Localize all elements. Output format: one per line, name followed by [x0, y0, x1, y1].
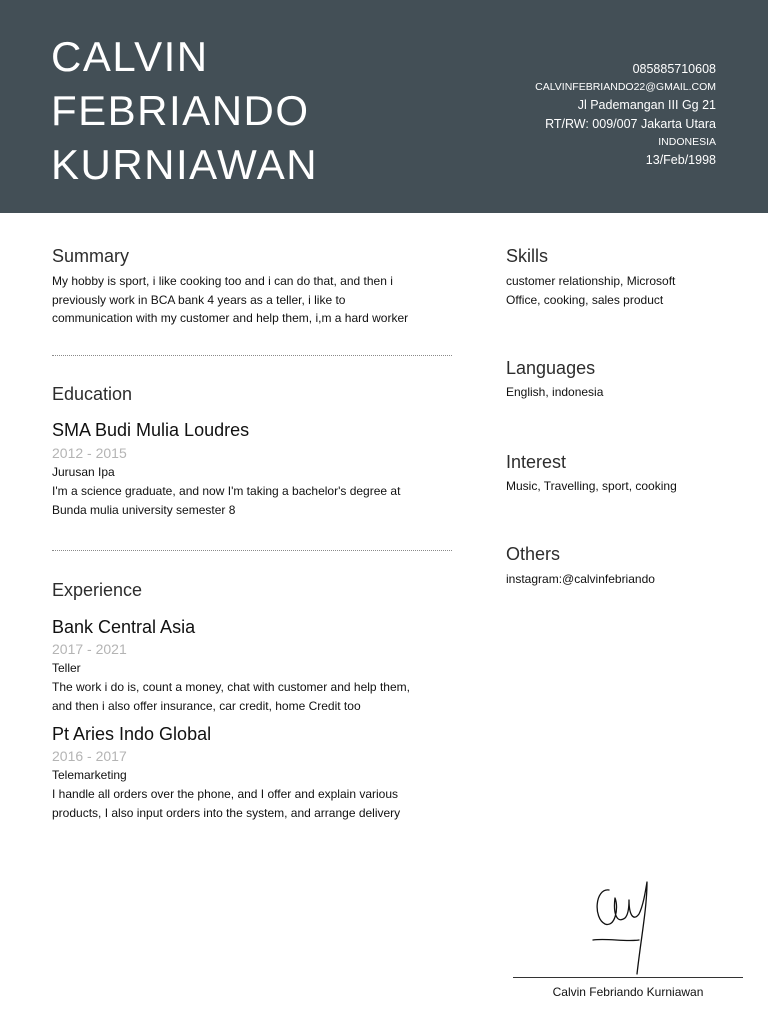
experience-years: 2017 - 2021 [52, 641, 127, 657]
experience-role: Telemarketing [52, 768, 127, 782]
interest-text: Music, Travelling, sport, cooking [506, 479, 677, 493]
experience-description [52, 678, 410, 715]
education-desc-line: I'm a science graduate, and now I'm taking a bachelor's degree at [52, 484, 401, 498]
summary-title: Summary [52, 246, 130, 266]
interest-title: Interest [506, 452, 567, 472]
skills-text [506, 272, 675, 309]
experience-company: Pt Aries Indo Global [52, 724, 212, 744]
email-address: CALVINFEBRIANDO22@GMAIL.COM [535, 81, 716, 94]
education-title: Education [52, 384, 133, 404]
phone-number: 085885710608 [632, 62, 716, 76]
country: INDONESIA [658, 135, 716, 148]
header-banner [0, 0, 768, 213]
summary-text [52, 272, 408, 328]
others-text: instagram:@calvinfebriando [506, 572, 655, 586]
experience-years: 2016 - 2017 [52, 748, 127, 764]
name-line-2: FEBRIANDO [51, 87, 310, 134]
signature-name: Calvin Febriando Kurniawan [552, 985, 704, 999]
education-description [52, 482, 400, 519]
experience-description [52, 785, 400, 822]
signature-image [585, 868, 685, 978]
full-name [51, 30, 318, 192]
experience-desc-line: I handle all orders over the phone, and I offer and explain various [52, 787, 399, 801]
address-line-1: Jl Pademangan III Gg 21 [577, 98, 716, 113]
skills-line: Office, cooking, sales product [506, 292, 664, 307]
name-line-3: KURNIAWAN [51, 141, 319, 188]
experience-desc-line: The work i do is, count a money, chat with customer and help them, [52, 680, 410, 694]
birth-date: 13/Feb/1998 [645, 153, 716, 168]
languages-text: English, indonesia [506, 385, 604, 399]
skills-title: Skills [506, 246, 549, 266]
contact-info [535, 60, 716, 169]
others-title: Others [506, 544, 561, 564]
experience-company: Bank Central Asia [52, 617, 196, 637]
signature-line [513, 977, 743, 978]
section-divider [52, 550, 452, 551]
experience-role: Teller [52, 661, 81, 675]
summary-line: communication with my customer and help them, i,m a hard worker [52, 311, 409, 325]
address-line-2: RT/RW: 009/007 Jakarta Utara [545, 116, 716, 131]
section-divider [52, 355, 452, 356]
education-school: SMA Budi Mulia Loudres [52, 420, 250, 440]
education-desc-line: Bunda mulia university semester 8 [52, 502, 236, 517]
name-line-1: CALVIN [51, 33, 209, 80]
experience-desc-line: and then i also offer insurance, car credit, home Credit too [52, 698, 361, 713]
education-major: Jurusan Ipa [52, 465, 115, 479]
experience-desc-line: products, I also input orders into the system, and arrange delivery [52, 805, 401, 820]
languages-title: Languages [506, 358, 596, 378]
experience-title: Experience [52, 580, 143, 600]
education-years: 2012 - 2015 [52, 445, 127, 461]
summary-line: My hobby is sport, i like cooking too and i can do that, and then i [52, 274, 393, 288]
summary-line: previously work in BCA bank 4 years as a teller, i like to [52, 292, 346, 307]
skills-line: customer relationship, Microsoft [506, 274, 676, 288]
